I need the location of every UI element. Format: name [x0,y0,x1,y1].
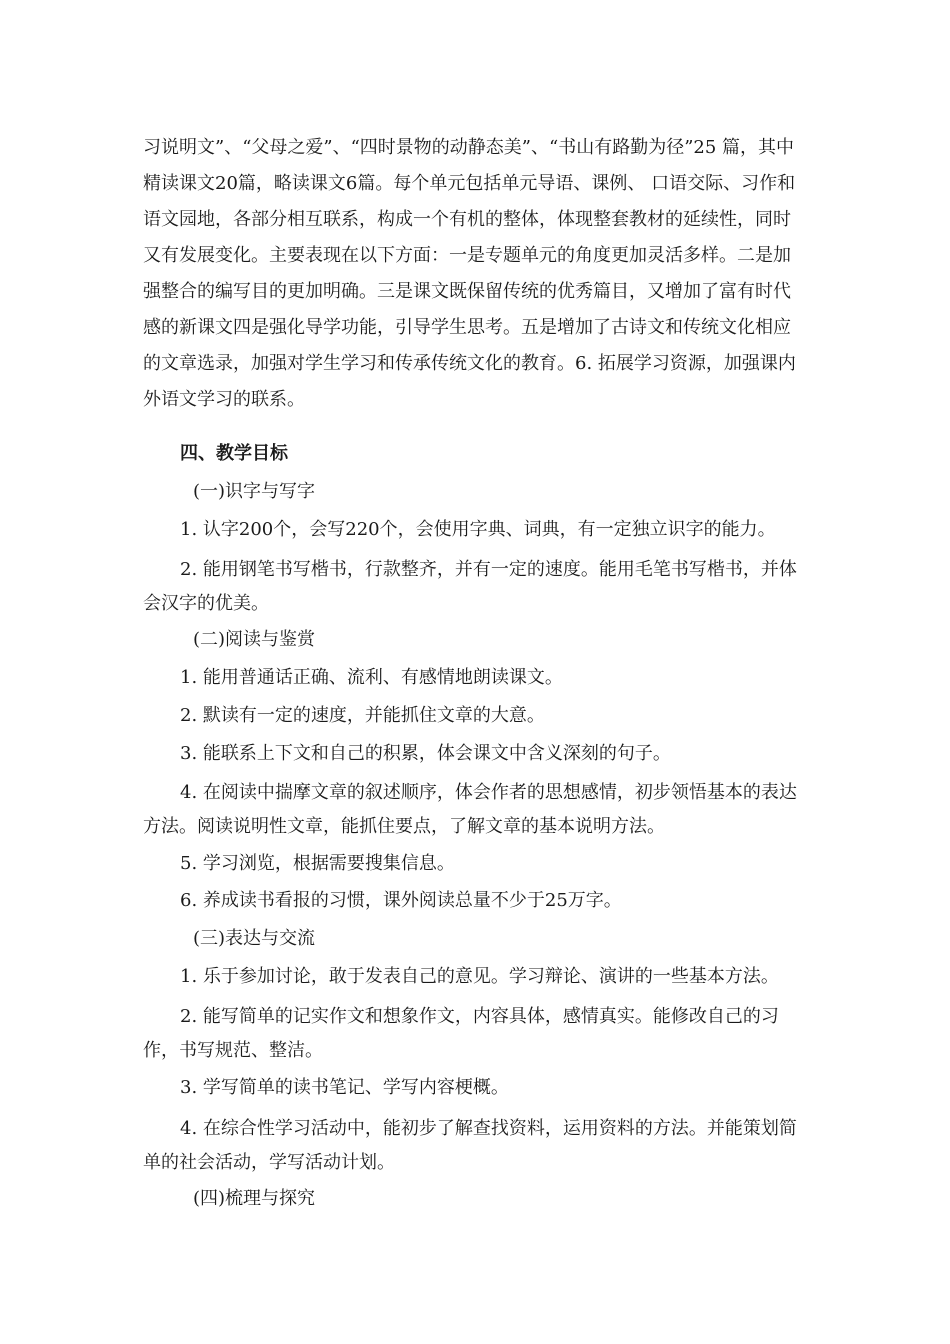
sub1-title: (一)识字与写字 [193,481,316,502]
sub3-item-4: 4. 在综合性学习活动中，能初步了解查找资料，运用资料的方法。并能策划简单的社会活动，学写活动计划。 [143,1118,797,1173]
sub2-item-3: 3. 能联系上下文和自己的积累，体会课文中含义深刻的句子。 [180,743,671,764]
sub2-item-6: 6. 养成读书看报的习惯，课外阅读总量不少于25万字。 [180,890,622,911]
sub1-item-2: 2. 能用钢笔书写楷书，行款整齐，并有一定的速度。能用毛笔书写楷书，并体会汉字的优美。 [143,559,797,614]
sub2-item-5: 5. 学习浏览，根据需要搜集信息。 [180,853,455,874]
sub2-item-4: 4. 在阅读中揣摩文章的叙述顺序，体会作者的思想感情，初步领悟基本的表达方法。阅读说明性文章，能抓住要点，了解文章的基本说明方法。 [143,782,797,837]
sub4-title: (四)梳理与探究 [193,1188,316,1209]
sub2-title: (二)阅读与鉴赏 [193,629,316,650]
section-heading: 四、教学目标 [180,443,288,464]
sub3-item-2: 2. 能写简单的记实作文和想象作文，内容具体，感情真实。能修改自己的习作，书写规范、整洁。 [143,1006,779,1061]
sub1-item-1: 1. 认字200个，会写220个，会使用字典、词典，有一定独立识字的能力。 [180,519,776,540]
sub3-item-3: 3. 学写简单的读书笔记、学写内容梗概。 [180,1077,509,1098]
sub3-title: (三)表达与交流 [193,928,316,949]
sub3-item-1: 1. 乐于参加讨论，敢于发表自己的意见。学习辩论、演讲的一些基本方法。 [180,966,779,987]
sub2-item-2: 2. 默读有一定的速度，并能抓住文章的大意。 [180,705,545,726]
intro-paragraph: 习说明文”、“父母之爱”、“四时景物的动静态美”、“书山有路勤为径”25 篇，其中精读课文20篇，略读课文6篇。每个单元包括单元导语、课例、 口语交际、习作和语文园地，各部分相互联系，构成一个有机的整体，体现整套教材的延续性，同时又有发展变化。主要表现在以下方面：一是专题单元的角度更加灵活多样。二是加强整合的编写目的更加明确。三是课文既保留传统的优秀篇目，又增加了富有时代感的新课文四是强化导学功能，引导学生思考。五是增加了古诗文和传统文化相应的文章选录，加强对学生学习和传承传统文化的教育。6. 拓展学习资源，加强课内外语文学习的联系。 [143,137,796,410]
sub2-item-1: 1. 能用普通话正确、流利、有感情地朗读课文。 [180,667,563,688]
